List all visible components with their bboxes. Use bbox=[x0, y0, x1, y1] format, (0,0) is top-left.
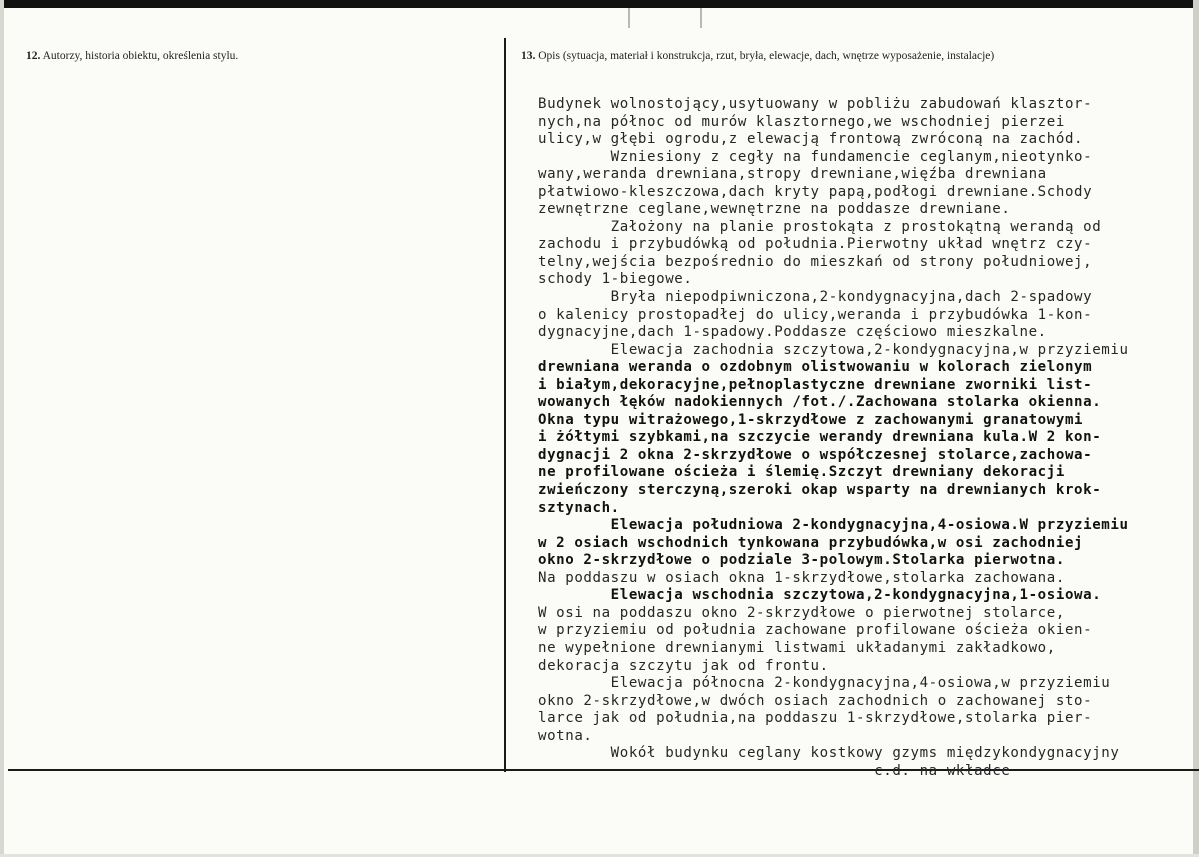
continued-note: c.d. na wkładce bbox=[538, 762, 1011, 779]
typed-line: Założony na planie prostokąta z prostokątną werandą od bbox=[538, 218, 1102, 235]
typed-line: okno 2-skrzydłowe,w dwóch osiach zachodnich o zachowanej sto- bbox=[538, 692, 1093, 709]
typed-line: Elewacja południowa 2-kondygnacyjna,4-osiowa.W przyziemiu bbox=[538, 517, 1129, 534]
typed-line: dekoracja szczytu jak od frontu. bbox=[538, 657, 829, 674]
typed-line: ne wypełnione drewnianymi listwami układanymi zakładkowo, bbox=[538, 639, 1056, 656]
typed-line: drewniana weranda o ozdobnym olistwowaniu w kolorach zielonym bbox=[538, 359, 1093, 376]
section-12-number: 12. bbox=[26, 50, 41, 62]
typed-line: Okna typu witrażowego,1-skrzydłowe z zachowanymi granatowymi bbox=[538, 411, 1084, 428]
typed-line: zewnętrzne ceglane,wewnętrzne na poddasze drewniane. bbox=[538, 201, 1011, 218]
typed-line: Wokół budynku ceglany kostkowy gzyms międzykondygnacyjny bbox=[538, 745, 1120, 762]
typed-line: wowanych łęków nadokiennych /fot./.Zachowana stolarka okienna. bbox=[538, 394, 1102, 411]
section-13-number: 13. bbox=[521, 50, 536, 62]
typed-line: dygnacji 2 okna 2-skrzydłowe o współczesnej stolarce,zachowa- bbox=[538, 446, 1093, 463]
scan-notch-mark bbox=[700, 8, 702, 28]
typed-line: ulicy,w głębi ogrodu,z elewacją frontową zwróconą na zachód. bbox=[538, 131, 1084, 148]
typed-line: wotna. bbox=[538, 727, 593, 744]
section-12-text: Autorzy, historia obiektu, określenia stylu. bbox=[42, 50, 239, 62]
section-13-label bbox=[521, 50, 994, 62]
typed-line: i żółtymi szybkami,na szczycie werandy drewniana kula.W 2 kon- bbox=[538, 429, 1102, 446]
typed-line: o kalenicy prostopadłej do ulicy,weranda i przybudówka 1-kon- bbox=[538, 306, 1093, 323]
typed-line: i białym,dekoracyjne,pełnoplastyczne drewniane zworniki list- bbox=[538, 376, 1093, 393]
typed-line: zwieńczony sterczyną,szeroki okap wsparty na drewnianych krok- bbox=[538, 482, 1102, 499]
typed-description bbox=[538, 96, 1198, 780]
typed-line: telny,wejścia bezpośrednio do mieszkań od strony południowej, bbox=[538, 253, 1093, 270]
typed-line: schody 1-biegowe. bbox=[538, 271, 693, 288]
typed-line: okno 2-skrzydłowe o podziale 3-polowym.Stolarka pierwotna. bbox=[538, 552, 1065, 569]
scan-notch-mark bbox=[628, 8, 630, 28]
typed-line: Na poddaszu w osiach okna 1-skrzydłowe,stolarka zachowana. bbox=[538, 569, 1065, 586]
typed-line: larce jak od południa,na poddaszu 1-skrzydłowe,stolarka pier- bbox=[538, 710, 1093, 727]
typed-line: W osi na poddaszu okno 2-skrzydłowe o pierwotnej stolarce, bbox=[538, 604, 1065, 621]
typed-line: Elewacja zachodnia szczytowa,2-kondygnacyjna,w przyziemiu bbox=[538, 341, 1129, 358]
typed-line: Wzniesiony z cegły na fundamencie ceglanym,nieotynko- bbox=[538, 148, 1093, 165]
typed-line: Elewacja północna 2-kondygnacyjna,4-osiowa,w przyziemiu bbox=[538, 675, 1111, 692]
section-13-text: Opis (sytuacja, materiał i konstrukcja, rzut, bryła, elewacje, dach, wnętrze wyposażenie, instalacje) bbox=[538, 50, 995, 62]
section-12-label bbox=[26, 50, 238, 62]
typed-line: w 2 osiach wschodnich tynkowana przybudówka,w osi zachodniej bbox=[538, 534, 1084, 551]
typed-line: Bryła niepodpiwniczona,2-kondygnacyjna,dach 2-spadowy bbox=[538, 289, 1093, 306]
typed-line: sztynach. bbox=[538, 499, 620, 516]
column-divider bbox=[504, 38, 506, 772]
typed-line: w przyziemiu od południa zachowane profilowane ościeża okien- bbox=[538, 622, 1093, 639]
typed-line: Elewacja wschodnia szczytowa,2-kondygnacyjna,1-osiowa. bbox=[538, 587, 1102, 604]
typed-line: płatwiowo-kleszczowa,dach kryty papą,podłogi drewniane.Schody bbox=[538, 183, 1093, 200]
typed-line: ne profilowane ościeża i ślemię.Szczyt drewniany dekoracji bbox=[538, 464, 1065, 481]
typed-line: zachodu i przybudówką od południa.Pierwotny układ wnętrz czy- bbox=[538, 236, 1093, 253]
scan-left-edge bbox=[0, 0, 4, 857]
typed-line: nych,na północ od murów klasztornego,we wschodniej pierzei bbox=[538, 113, 1065, 130]
typed-line: dygnacyjne,dach 1-spadowy.Poddasze częściowo mieszkalne. bbox=[538, 324, 1047, 341]
typed-line: Budynek wolnostojący,usytuowany w pobliżu zabudowań klasztor- bbox=[538, 96, 1093, 112]
typed-line: wany,weranda drewniana,stropy drewniane,więźba drewniana bbox=[538, 166, 1047, 183]
scan-top-edge bbox=[0, 0, 1199, 8]
